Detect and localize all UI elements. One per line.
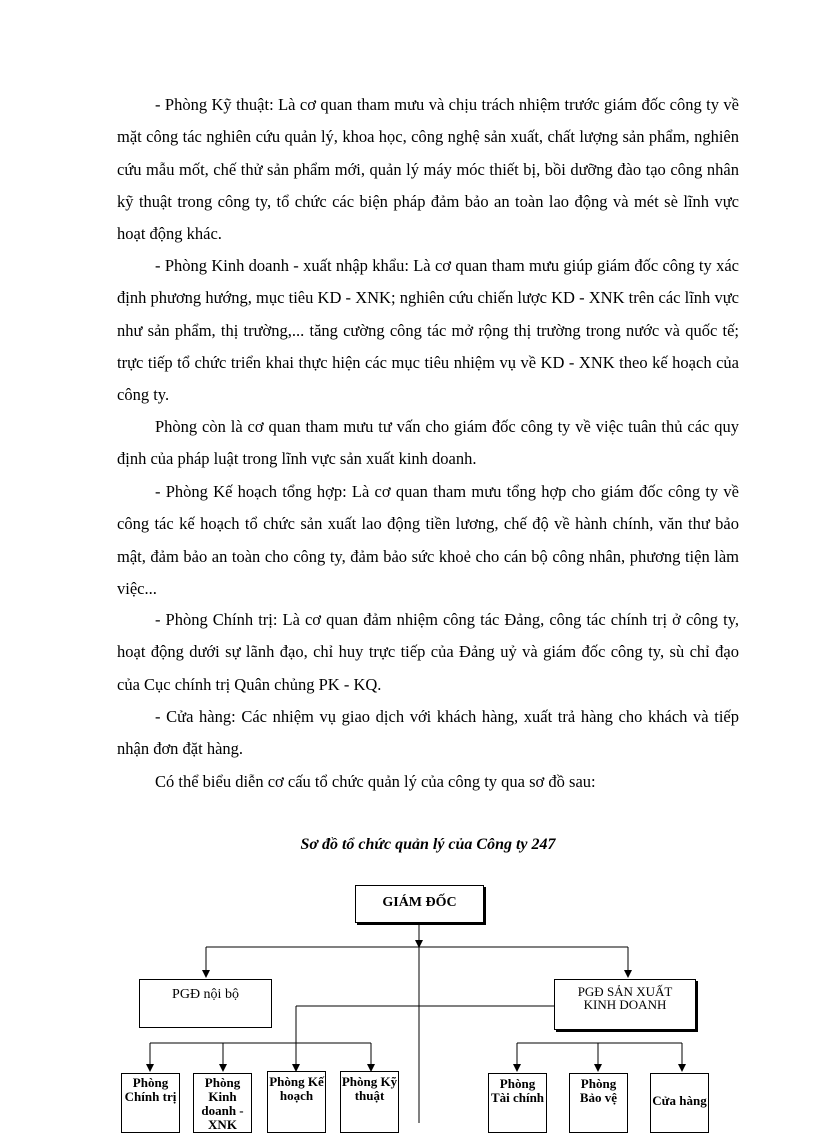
dept-box-business: Phòng Kinh doanh - XNK [193, 1073, 252, 1133]
director-box: GIÁM ĐỐC [355, 885, 484, 923]
dept-box-finance: Phòng Tài chính [488, 1073, 547, 1133]
dept-box-planning: Phòng Kế hoạch [267, 1071, 326, 1133]
dept-box-technical: Phòng Kỹ thuật [340, 1071, 399, 1133]
deputy-production-box: PGĐ SẢN XUẤT KINH DOANH [554, 979, 696, 1030]
dept-box-political: Phòng Chính trị [121, 1073, 180, 1133]
paragraph-business-dept-advisory: Phòng còn là cơ quan tham mưu tư vấn cho giám đốc công ty về việc tuân thủ các quy định của pháp luật trong lĩnh vực sản xuất kinh doanh. [117, 417, 739, 469]
paragraph-store: - Cửa hàng: Các nhiệm vụ giao dịch với khách hàng, xuất trả hàng cho khách và tiếp nhận đơn đặt hàng. [117, 707, 739, 759]
paragraph-planning-dept: - Phòng Kế hoạch tổng hợp: Là cơ quan tham mưu tổng hợp cho giám đốc công ty về công tác kế hoạch tổ chức sản xuất lao động tiền lương, chế độ về hành chính, văn thư bảo mật, đảm bảo an toàn cho công ty, đảm bảo sức khoẻ cho cán bộ công nhân, phương tiện làm việc... [117, 482, 739, 598]
deputy-internal-box: PGĐ nội bộ [139, 979, 272, 1028]
diagram-title: Sơ đồ tổ chức quản lý của Công ty 247 [300, 836, 556, 853]
paragraph-technical-dept: - Phòng Kỹ thuật: Là cơ quan tham mưu và chịu trách nhiệm trước giám đốc công ty về mặt công tác nghiên cứu quản lý, khoa học, công nghệ sản xuất, chất lượng sản phẩm, nghiên cứu mẫu mốt, chế thử sản phẩm mới, quản lý máy móc thiết bị, bồi dưỡng đào tạo công nhân kỹ thuật trong công ty, tổ chức các biện pháp đảm bảo an toàn lao động và mét sè lĩnh vực hoạt động khác. [117, 95, 739, 244]
paragraph-diagram-intro: Có thể biểu diễn cơ cấu tổ chức quản lý của công ty qua sơ đồ sau: [155, 772, 596, 791]
dept-box-store: Cửa hàng [650, 1073, 709, 1133]
dept-box-security: Phòng Bảo vệ [569, 1073, 628, 1133]
paragraph-business-dept: - Phòng Kinh doanh - xuất nhập khẩu: Là cơ quan tham mưu giúp giám đốc công ty xác định phương hướng, mục tiêu KD - XNK; nghiên cứu chiến lược KD - XNK trên các lĩnh vực như sản phẩm, thị trường,... tăng cường công tác mở rộng thị trường trong nước và quốc tế; trực tiếp tổ chức triển khai thực hiện các mục tiêu nhiệm vụ về KD - XNK theo kế hoạch của công ty. [117, 256, 739, 405]
paragraph-political-dept: - Phòng Chính trị: Là cơ quan đảm nhiệm công tác Đảng, công tác chính trị ở công ty, hoạt động dưới sự lãnh đạo, chỉ huy trực tiếp của Đảng uỷ và giám đốc công ty, sù chỉ đạo của Cục chính trị Quân chủng PK - KQ. [117, 610, 739, 694]
